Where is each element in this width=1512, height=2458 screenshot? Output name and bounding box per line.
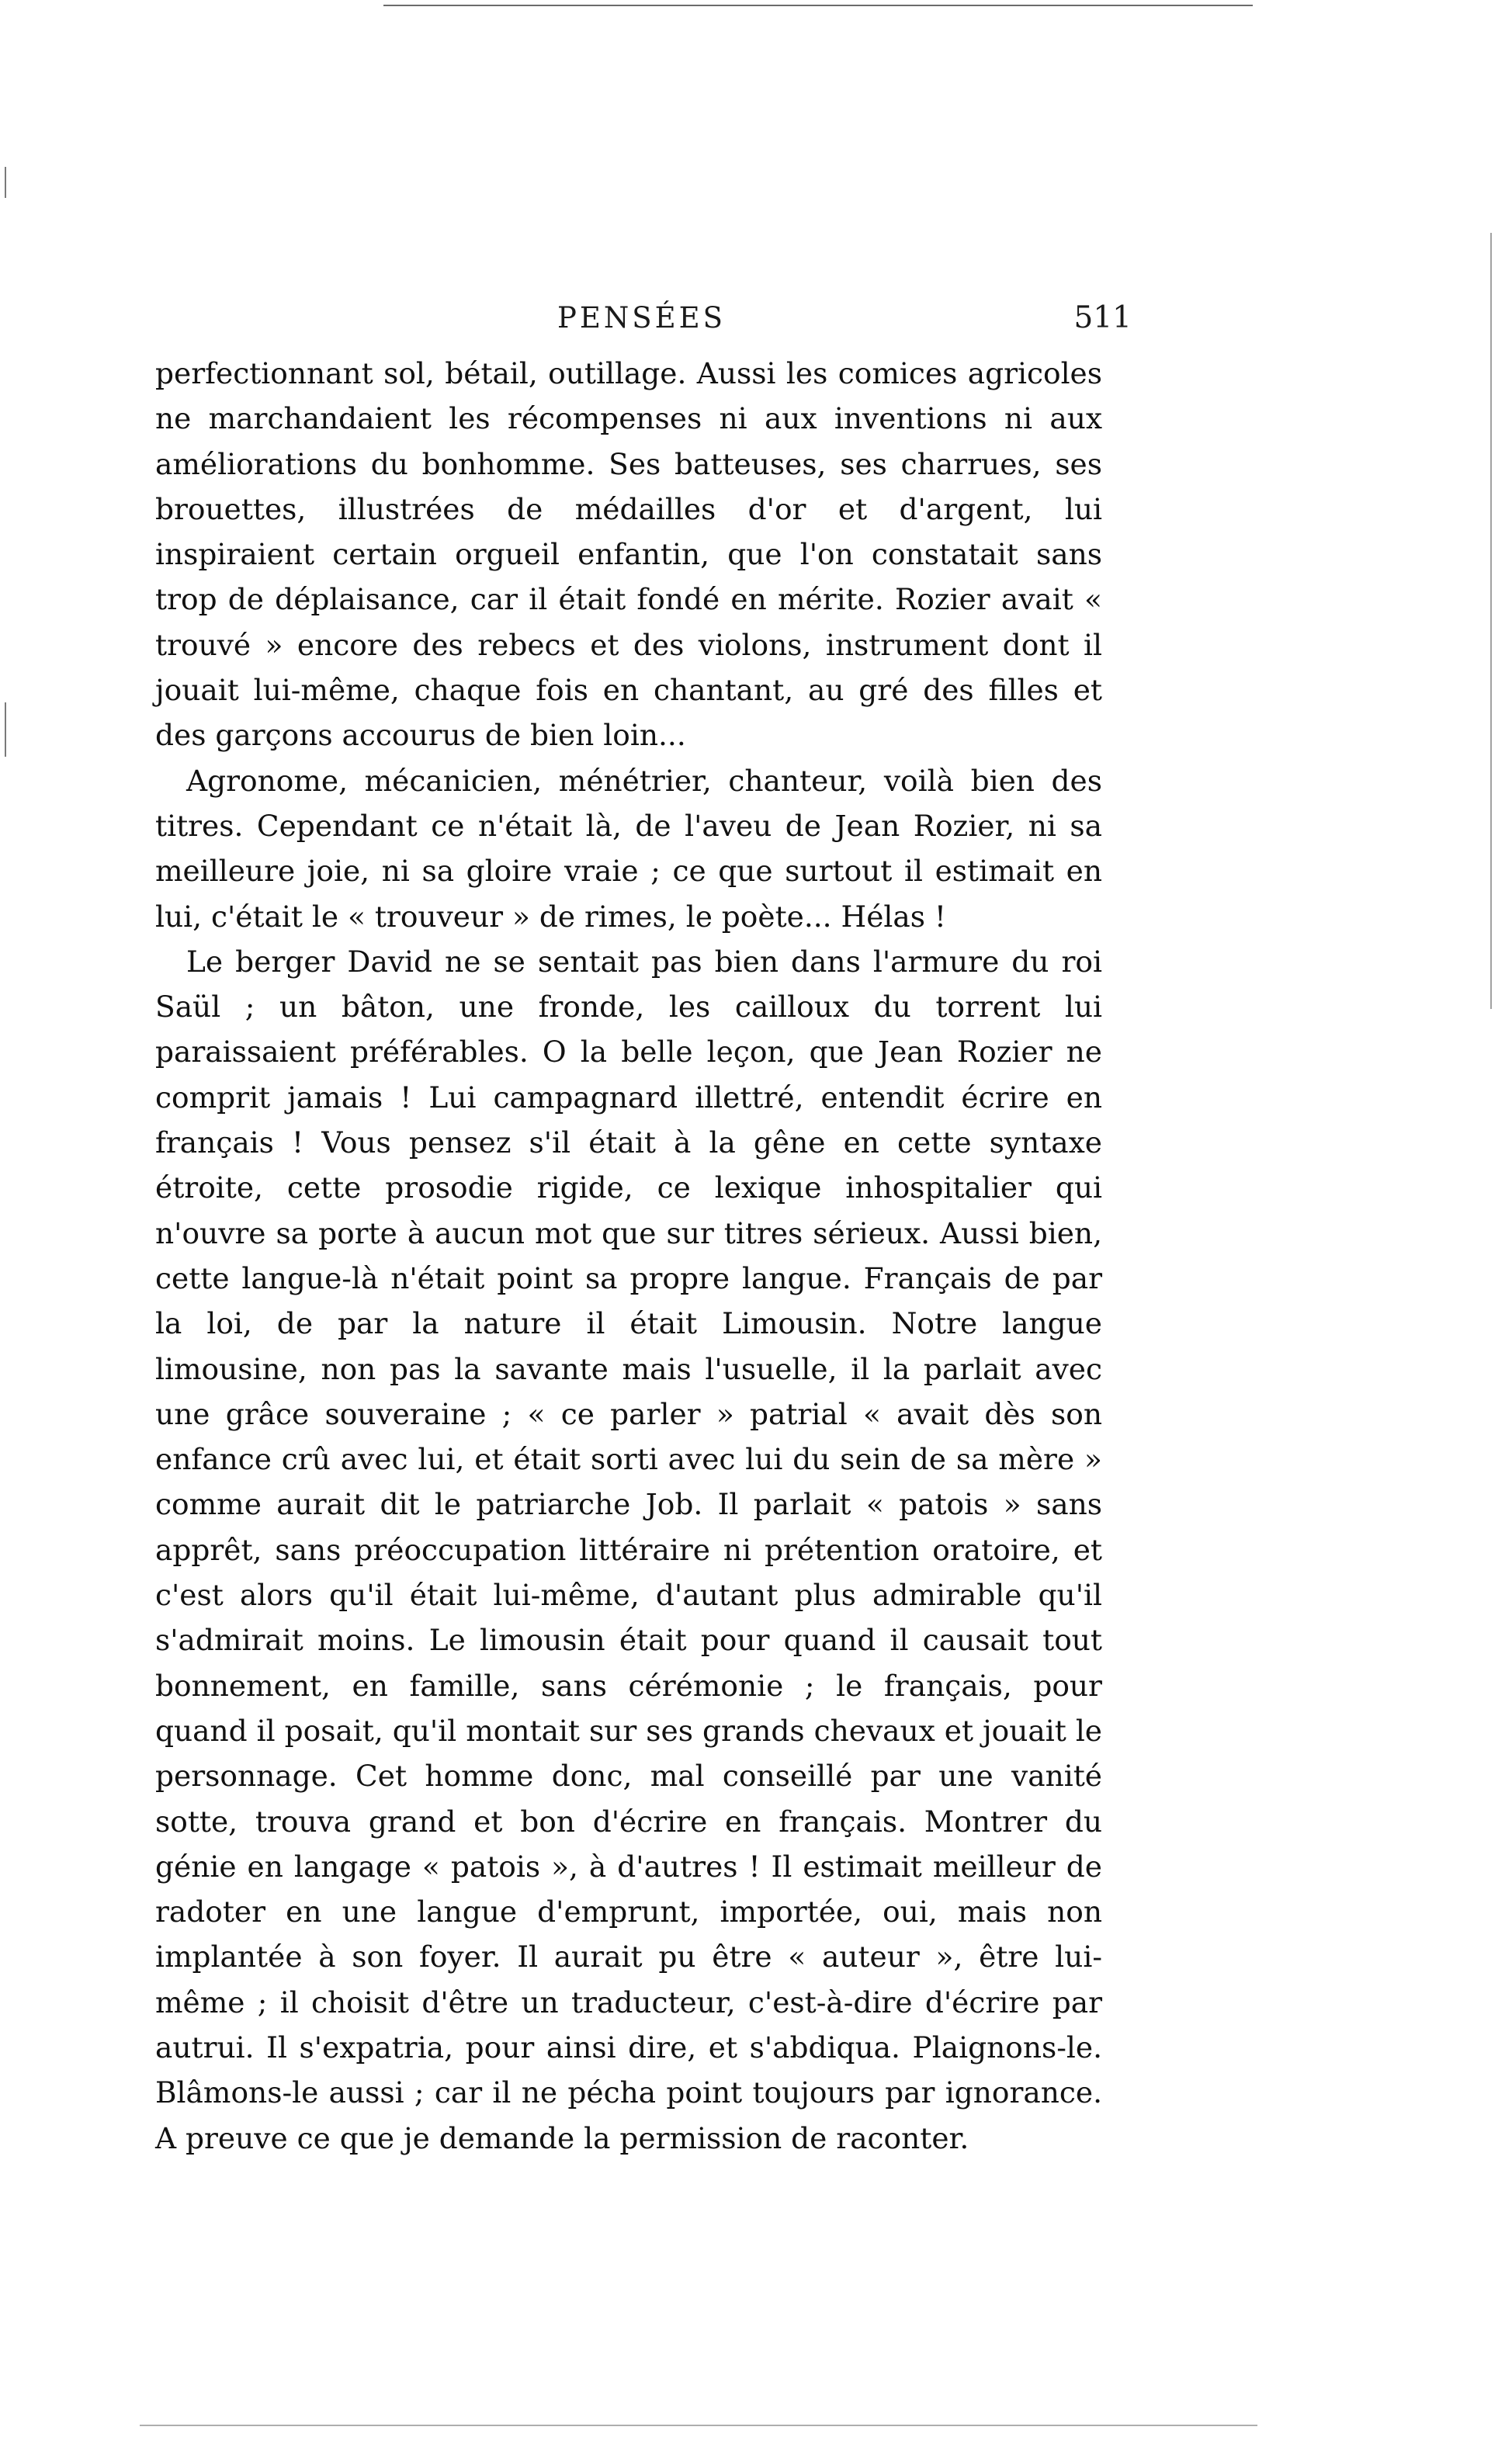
running-title: PENSÉES <box>557 301 726 335</box>
paragraph: Agronome, mécanicien, ménétrier, chanteur, voilà bien des titres. Cependant ce n'était là, de l'aveu de Jean Rozier, ni sa meilleure joie, ni sa gloire vraie ; ce que surtout il estimait en lui, c'était le « trouveur » de rimes, le poète... Hélas ! <box>155 763 1102 934</box>
scan-edge-top <box>383 5 1253 6</box>
paragraph: perfectionnant sol, bétail, outillage. Aussi les comices agricoles ne marchandaient les récompenses ni aux inventions ni aux améliorations du bonhomme. Ses batteuses, ses charrues, ses brouettes, illustrées de médailles d'or et d'argent, lui inspiraient certain orgueil enfantin, que l'on constatait sans trop de déplaisance, car il était fondé en mérite. Rozier avait « trouvé » encore des rebecs et des violons, instrument dont il jouait lui-même, chaque fois en chantant, au gré des filles et des garçons accourus de bien loin... <box>155 356 1102 753</box>
page-number: 511 <box>1073 300 1132 335</box>
scan-edge-mark-left <box>5 702 6 757</box>
paragraph: Le berger David ne se sentait pas bien dans l'armure du roi Saül ; un bâton, une fronde, les cailloux du torrent lui paraissaient préférables. O la belle leçon, que Jean Rozier ne comprit jamais ! Lui campagnard illettré, entendit écrire en français ! Vous pensez s'il était à la gêne en cette syntaxe étroite, cette prosodie rigide, ce lexique inhospitalier qui n'ouvre sa porte à aucun mot que sur titres sérieux. Aussi bien, cette langue-là n'était point sa propre langue. Français de par la loi, de par la nature il était Limousin. Notre langue limousine, non pas la savante mais l'usuelle, il la parlait avec une grâce souveraine ; « ce parler » patrial « avait dès son enfance crû avec lui, et était sorti avec lui du sein de sa mère » comme aurait dit le patriarche Job. Il parlait « patois » sans apprêt, sans préoccupation littéraire ni prétention oratoire, et c'est alors qu'il était lui-même, d'autant plus admirable qu'il s'admirait moins. Le limousin était pour quand il causait tout bonnement, en famille, sans cérémonie ; le français, pour quand il posait, qu'il montait sur ses grands chevaux et jouait le personnage. Cet homme donc, mal conseillé par une vanité sotte, trouva grand et bon d'écrire en français. Montrer du génie en langage « patois », à d'autres ! Il estimait meilleur de radoter en une langue d'emprunt, importée, oui, mais non implantée à son foyer. Il aurait pu être « auteur », être lui-même ; il choisit d'être un traducteur, c'est-à-dire d'écrire par autrui. Il s'expatria, pour ainsi dire, et s'abdiqua. Plaignons-le. Blâmons-le aussi ; car il ne pécha point toujours par ignorance. A preuve ce que je demande la permission de raconter. <box>155 944 1102 2155</box>
running-head <box>154 295 1132 341</box>
scan-edge-mark-left <box>5 167 6 198</box>
scan-edge-mark-right <box>1490 233 1492 1009</box>
body-text <box>155 351 1102 2161</box>
scan-edge-bottom <box>140 2425 1257 2426</box>
